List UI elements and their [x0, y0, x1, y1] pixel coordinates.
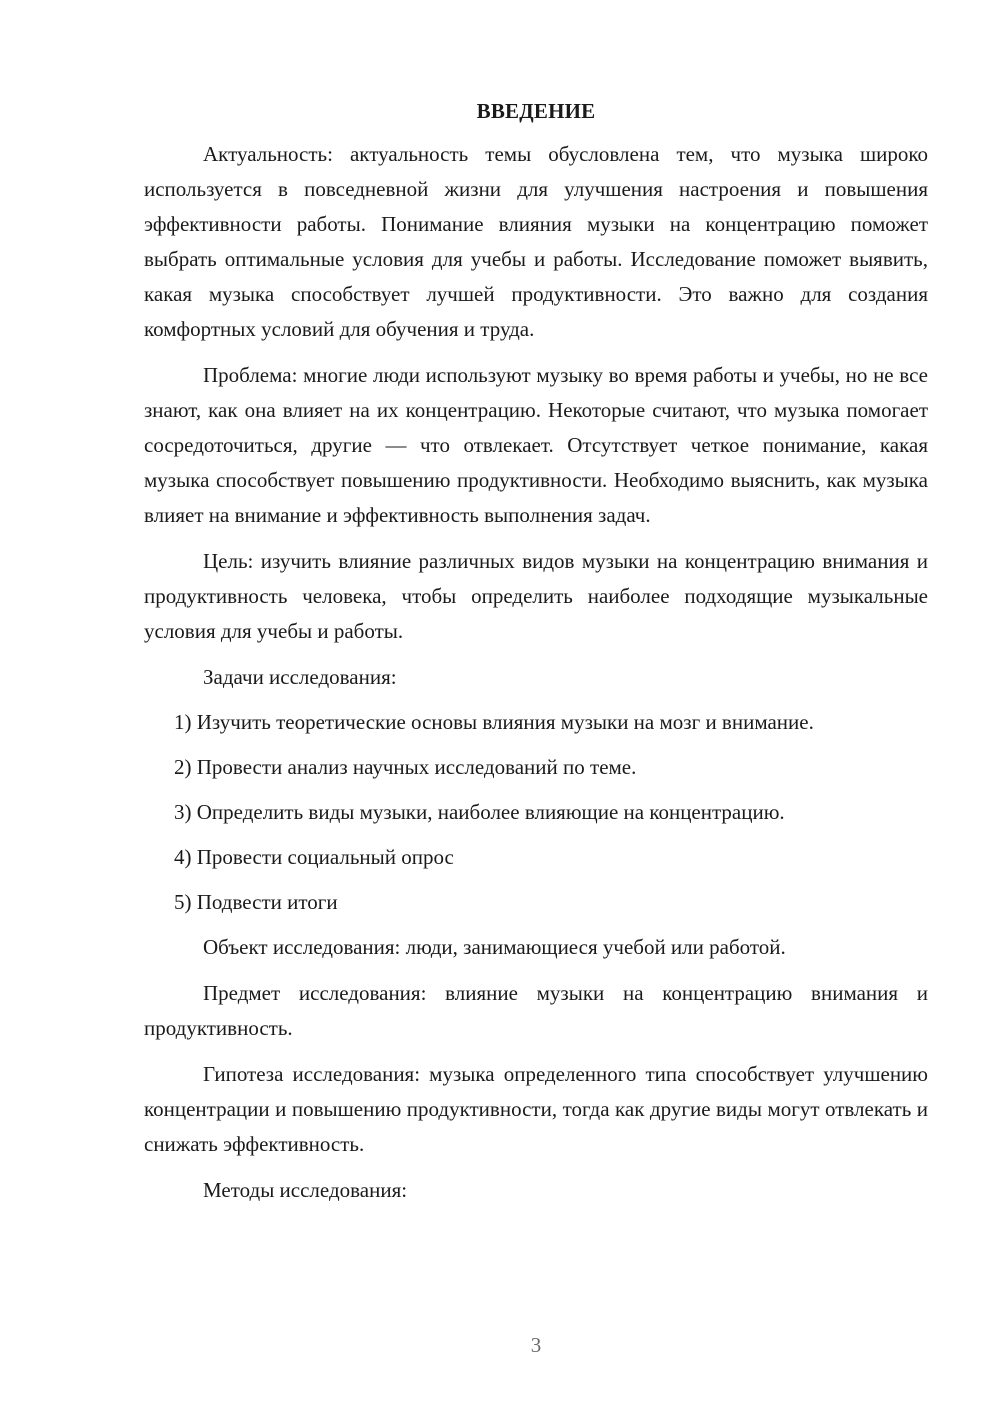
- task-item: 3) Определить виды музыки, наиболее влияющие на концентрацию.: [174, 800, 785, 824]
- subject-paragraph: Предмет исследования: влияние музыки на концентрацию внимания и продуктивность.: [144, 981, 928, 1040]
- goal-paragraph: Цель: изучить влияние различных видов музыки на концентрацию внимания и продуктивность человека, чтобы определить наиболее подходящие музыкальные условия для учебы и работы.: [144, 549, 928, 643]
- object-paragraph: Объект исследования: люди, занимающиеся учебой или работой.: [203, 935, 786, 959]
- task-list: [144, 705, 928, 920]
- tasks-heading: Задачи исследования:: [203, 665, 397, 689]
- relevance-paragraph: Актуальность: актуальность темы обусловлена тем, что музыка широко используется в повседневной жизни для улучшения настроения и повышения эффективности работы. Понимание влияния музыки на концентрацию поможет выбрать оптимальные условия для учебы и работы. Исследование поможет выявить, какая музыка способствует лучшей продуктивности. Это важно для создания комфортных условий для обучения и труда.: [144, 142, 928, 341]
- hypothesis-paragraph: Гипотеза исследования: музыка определенного типа способствует улучшению концентрации и повышению продуктивности, тогда как другие виды могут отвлекать и снижать эффективность.: [144, 1062, 928, 1156]
- section-title: ВВЕДЕНИЕ: [476, 99, 596, 123]
- document-page: [144, 94, 928, 1219]
- task-item: 5) Подвести итоги: [174, 890, 338, 914]
- problem-paragraph: Проблема: многие люди используют музыку во время работы и учебы, но не все знают, как она влияет на их концентрацию. Некоторые считают, что музыка помогает сосредоточиться, другие — что отвлекает. Отсутствует четкое понимание, какая музыка способствует повышению продуктивности. Необходимо выяснить, как музыка влияет на внимание и эффективность выполнения задач.: [144, 363, 928, 527]
- task-item: 2) Провести анализ научных исследований по теме.: [174, 755, 637, 779]
- task-item: 1) Изучить теоретические основы влияния музыки на мозг и внимание.: [174, 710, 814, 734]
- methods-heading: Методы исследования:: [203, 1178, 408, 1202]
- task-item: 4) Провести социальный опрос: [174, 845, 454, 869]
- page-number: 3: [530, 1333, 542, 1357]
